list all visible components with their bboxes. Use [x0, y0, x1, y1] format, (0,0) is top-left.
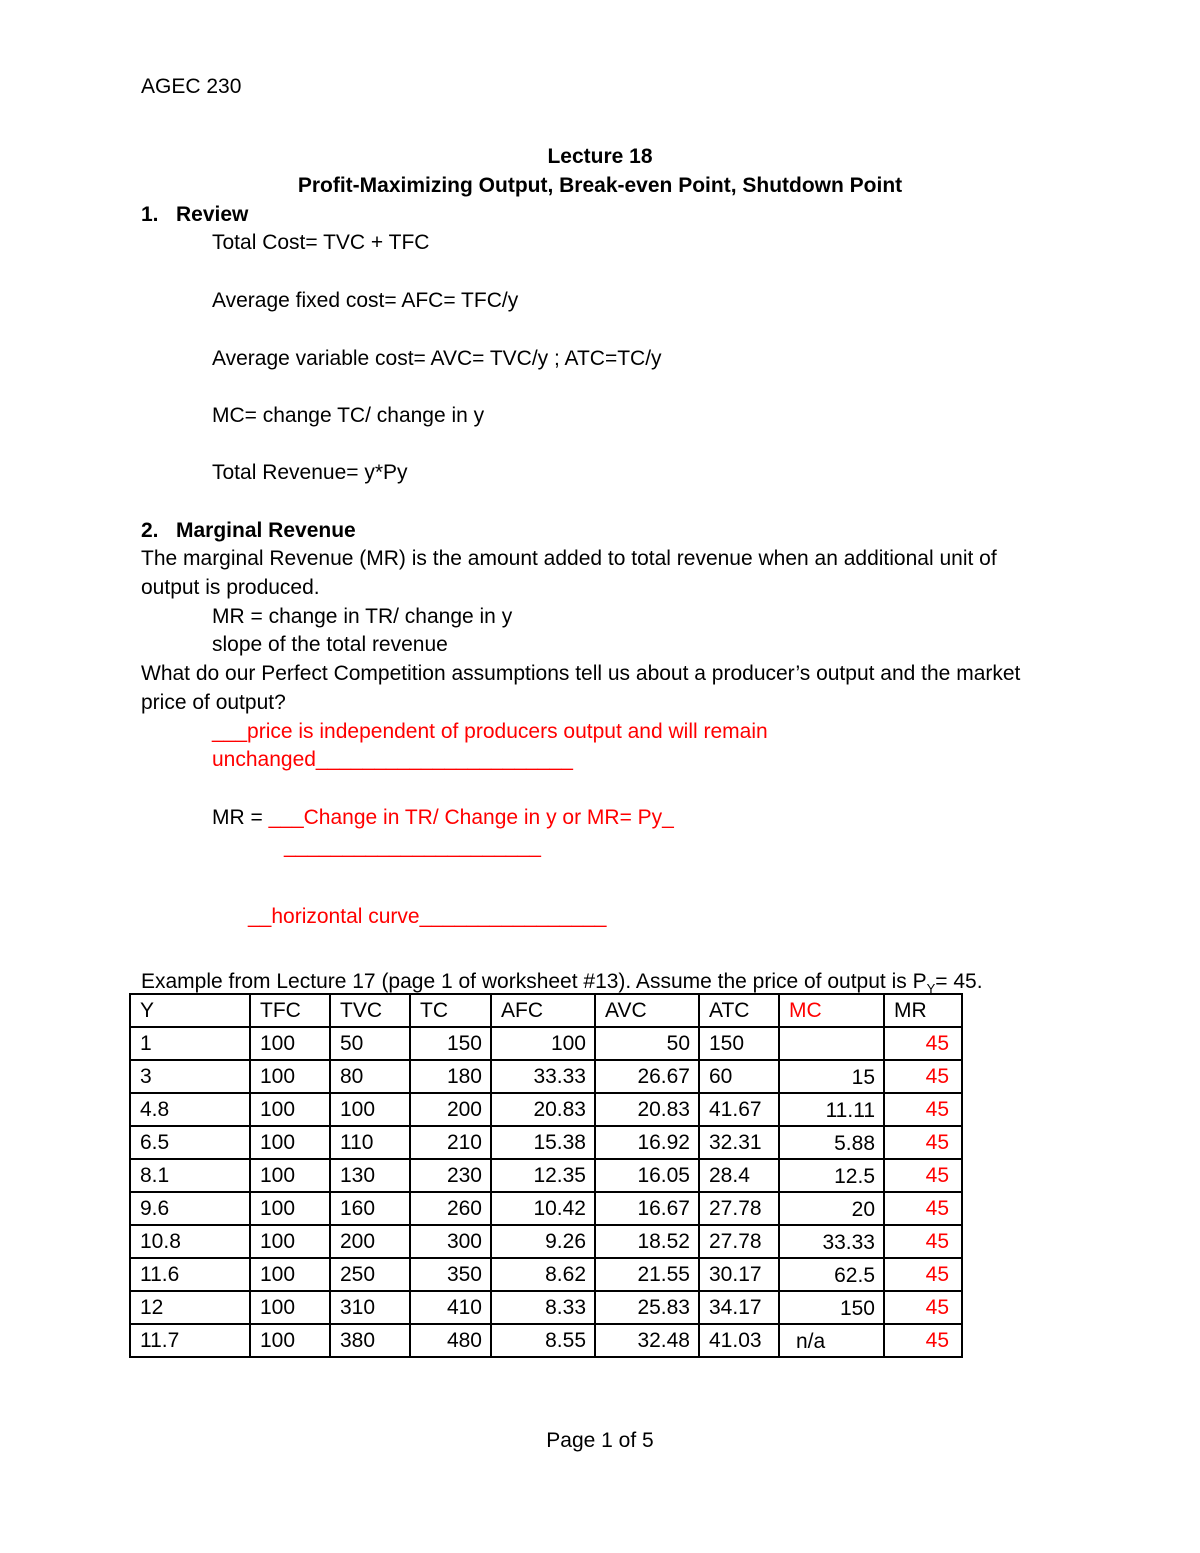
table-cell: 33.33 — [491, 1060, 595, 1093]
table-cell: 3 — [130, 1060, 250, 1093]
mr-definition-line2: output is produced. — [141, 576, 320, 599]
table-cell: 8.1 — [130, 1159, 250, 1192]
table-cell: 200 — [330, 1225, 410, 1258]
table-cell: n/a — [779, 1324, 884, 1357]
table-cell: 50 — [330, 1027, 410, 1060]
table-cell: 100 — [250, 1060, 330, 1093]
table-cell: 350 — [410, 1258, 491, 1291]
table-cell: 18.52 — [595, 1225, 699, 1258]
formula-avc-atc: Average variable cost= AVC= TVC/y ; ATC=TC/y — [212, 347, 662, 370]
page-number: Page 1 of 5 — [546, 1429, 654, 1452]
table-cell: 33.33 — [779, 1225, 884, 1258]
table-cell: 100 — [250, 1093, 330, 1126]
table-cell: 100 — [250, 1258, 330, 1291]
column-header: AVC — [595, 994, 699, 1027]
table-cell: 11.6 — [130, 1258, 250, 1291]
table-cell: 100 — [330, 1093, 410, 1126]
formula-afc: Average fixed cost= AFC= TFC/y — [212, 289, 519, 312]
table-cell: 11.11 — [779, 1093, 884, 1126]
column-header: AFC — [491, 994, 595, 1027]
answer3: __horizontal curve________________ — [248, 905, 607, 928]
table-cell: 100 — [250, 1126, 330, 1159]
section2-number: 2. — [141, 519, 159, 542]
section1-number: 1. — [141, 203, 159, 226]
cost-table — [129, 993, 963, 1358]
example-caption-main: Example from Lecture 17 (page 1 of worksheet #13). Assume the price of output is P — [141, 970, 927, 993]
table-cell: 45 — [884, 1324, 962, 1357]
table-cell: 45 — [884, 1126, 962, 1159]
table-cell: 10.42 — [491, 1192, 595, 1225]
table-cell: 12.5 — [779, 1159, 884, 1192]
table-row — [130, 1324, 962, 1357]
example-caption-end: = 45. — [935, 970, 983, 993]
table-row — [130, 1225, 962, 1258]
table-cell: 34.17 — [699, 1291, 779, 1324]
table-cell: 45 — [884, 1060, 962, 1093]
table-cell: 45 — [884, 1159, 962, 1192]
table-cell: 9.26 — [491, 1225, 595, 1258]
table-cell: 12.35 — [491, 1159, 595, 1192]
column-header: TVC — [330, 994, 410, 1027]
table-cell: 27.78 — [699, 1192, 779, 1225]
answer2-line2: ______________________ — [284, 835, 541, 858]
column-header: MC — [779, 994, 884, 1027]
table-row — [130, 1159, 962, 1192]
table-cell: 130 — [330, 1159, 410, 1192]
table-cell: 50 — [595, 1027, 699, 1060]
table-cell: 12 — [130, 1291, 250, 1324]
example-caption-sub: Y — [926, 981, 936, 997]
table-cell: 21.55 — [595, 1258, 699, 1291]
table-cell: 310 — [330, 1291, 410, 1324]
table-cell: 8.33 — [491, 1291, 595, 1324]
lecture-subtitle: Profit-Maximizing Output, Break-even Point, Shutdown Point — [297, 174, 903, 197]
table-cell: 41.03 — [699, 1324, 779, 1357]
table-row — [130, 1093, 962, 1126]
table-cell: 62.5 — [779, 1258, 884, 1291]
table-cell: 45 — [884, 1225, 962, 1258]
table-cell: 100 — [250, 1225, 330, 1258]
lecture-title: Lecture 18 — [547, 145, 653, 168]
column-header: Y — [130, 994, 250, 1027]
table-cell: 45 — [884, 1192, 962, 1225]
table-cell: 200 — [410, 1093, 491, 1126]
table-cell: 15 — [779, 1060, 884, 1093]
table-cell: 100 — [250, 1324, 330, 1357]
table-cell: 45 — [884, 1093, 962, 1126]
table-cell: 60 — [699, 1060, 779, 1093]
column-header: MR — [884, 994, 962, 1027]
column-header: TFC — [250, 994, 330, 1027]
table-cell: 410 — [410, 1291, 491, 1324]
table-cell: 100 — [250, 1192, 330, 1225]
mr-slope: slope of the total revenue — [212, 633, 448, 656]
mr-definition-line1: The marginal Revenue (MR) is the amount added to total revenue when an additional unit of — [141, 547, 997, 570]
table-cell: 16.92 — [595, 1126, 699, 1159]
table-row — [130, 1060, 962, 1093]
page-footer — [0, 1427, 1200, 1455]
table-cell: 100 — [250, 1159, 330, 1192]
table-cell: 11.7 — [130, 1324, 250, 1357]
table-cell: 100 — [250, 1291, 330, 1324]
table-row — [130, 1126, 962, 1159]
table-cell: 80 — [330, 1060, 410, 1093]
question-line1: What do our Perfect Competition assumptions tell us about a producer’s output and the market — [141, 662, 1021, 685]
formula-total-cost: Total Cost= TVC + TFC — [212, 231, 430, 254]
section1-heading: Review — [176, 203, 249, 226]
table-cell: 45 — [884, 1291, 962, 1324]
table-cell — [779, 1027, 884, 1060]
table-cell: 32.31 — [699, 1126, 779, 1159]
table-row — [130, 1258, 962, 1291]
table-cell: 8.62 — [491, 1258, 595, 1291]
column-header: ATC — [699, 994, 779, 1027]
table-cell: 300 — [410, 1225, 491, 1258]
table-cell: 26.67 — [595, 1060, 699, 1093]
table-cell: 100 — [250, 1027, 330, 1060]
formula-mc: MC= change TC/ change in y — [212, 404, 485, 427]
table-cell: 160 — [330, 1192, 410, 1225]
table-header-row — [130, 994, 962, 1027]
table-cell: 230 — [410, 1159, 491, 1192]
mr-formula: MR = change in TR/ change in y — [212, 605, 513, 628]
table-cell: 6.5 — [130, 1126, 250, 1159]
table-cell: 20.83 — [595, 1093, 699, 1126]
table-cell: 27.78 — [699, 1225, 779, 1258]
course-header: AGEC 230 — [141, 75, 242, 98]
table-cell: 480 — [410, 1324, 491, 1357]
table-cell: 30.17 — [699, 1258, 779, 1291]
table-cell: 5.88 — [779, 1126, 884, 1159]
table-cell: 45 — [884, 1258, 962, 1291]
answer2-line — [212, 804, 674, 832]
answer2-red: ___Change in TR/ Change in y or MR= Py_ — [268, 806, 674, 829]
table-cell: 25.83 — [595, 1291, 699, 1324]
answer1-line1: ___price is independent of producers output and will remain — [212, 720, 768, 743]
table-row — [130, 1291, 962, 1324]
table-cell: 16.05 — [595, 1159, 699, 1192]
table-cell: 32.48 — [595, 1324, 699, 1357]
answer2-prefix: MR = — [212, 806, 269, 829]
table-cell: 20 — [779, 1192, 884, 1225]
table-cell: 15.38 — [491, 1126, 595, 1159]
section2-heading: Marginal Revenue — [176, 519, 356, 542]
table-cell: 180 — [410, 1060, 491, 1093]
table-cell: 110 — [330, 1126, 410, 1159]
table-row — [130, 1027, 962, 1060]
formula-total-revenue: Total Revenue= y*Py — [212, 461, 408, 484]
table-cell: 210 — [410, 1126, 491, 1159]
table-cell: 16.67 — [595, 1192, 699, 1225]
table-cell: 150 — [410, 1027, 491, 1060]
question-line2: price of output? — [141, 691, 286, 714]
table-cell: 45 — [884, 1027, 962, 1060]
table-cell: 8.55 — [491, 1324, 595, 1357]
table-cell: 100 — [491, 1027, 595, 1060]
table-cell: 10.8 — [130, 1225, 250, 1258]
table-cell: 250 — [330, 1258, 410, 1291]
table-cell: 41.67 — [699, 1093, 779, 1126]
table-cell: 20.83 — [491, 1093, 595, 1126]
table-cell: 380 — [330, 1324, 410, 1357]
table-cell: 150 — [779, 1291, 884, 1324]
column-header: TC — [410, 994, 491, 1027]
answer1-line2: unchanged______________________ — [212, 748, 573, 771]
table-row — [130, 1192, 962, 1225]
table-cell: 4.8 — [130, 1093, 250, 1126]
table-cell: 150 — [699, 1027, 779, 1060]
table-cell: 28.4 — [699, 1159, 779, 1192]
table-cell: 9.6 — [130, 1192, 250, 1225]
table-cell: 260 — [410, 1192, 491, 1225]
table-cell: 1 — [130, 1027, 250, 1060]
